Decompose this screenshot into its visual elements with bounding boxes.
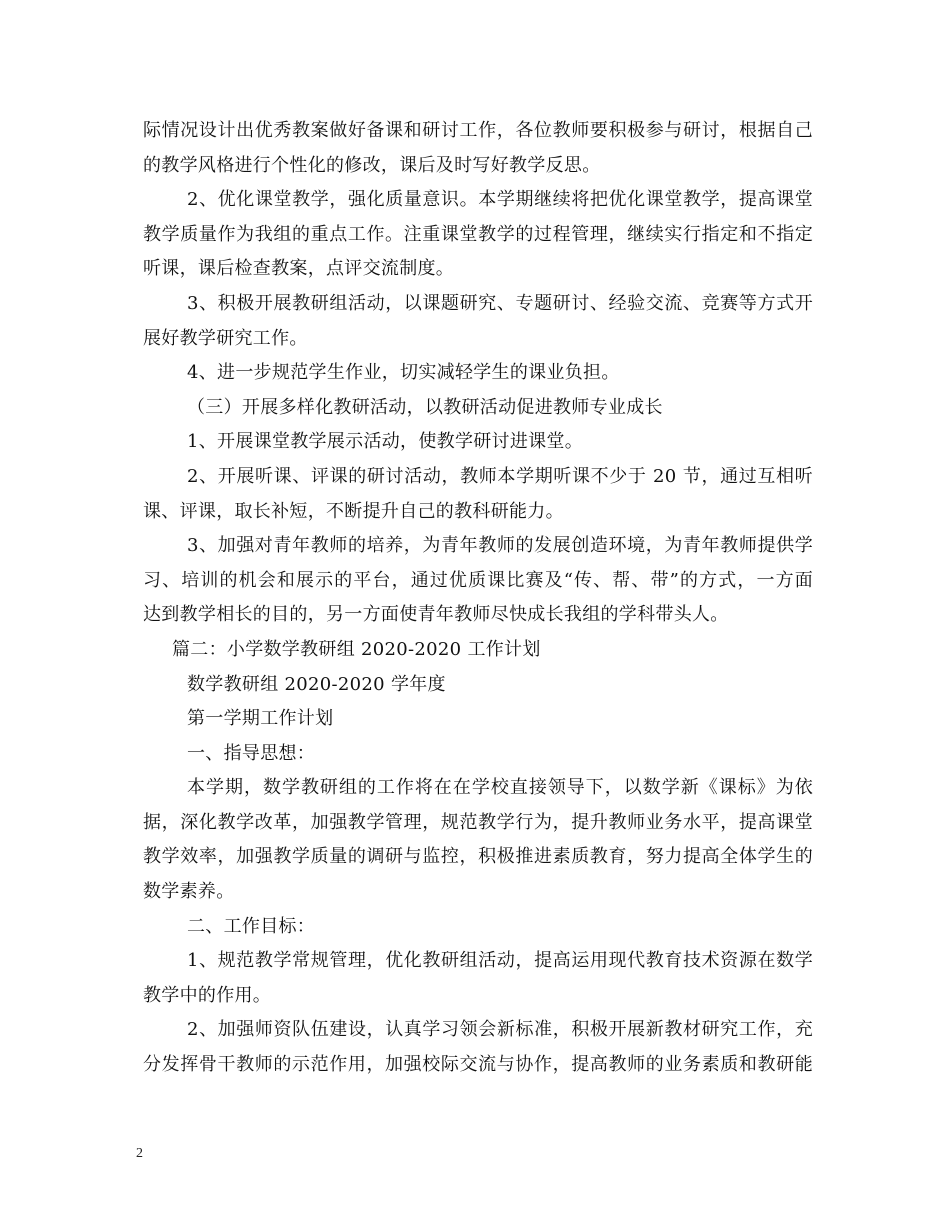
text-line-27: 2、加强师资队伍建设，认真学习领会新标准，积极开展新教材研究工作，充 <box>187 1019 813 1041</box>
text-line-4: 教学质量作为我组的重点工作。注重课堂教学的过程管理，继续实行指定和不指定 <box>143 223 813 245</box>
text-line-13: 3、加强对青年教师的培养，为青年教师的发展创造环境，为青年教师提供学 <box>187 535 813 557</box>
page-number: 2 <box>136 1146 143 1161</box>
text-line-22: 教学效率，加强教学质量的调研与监控，积极推进素质教育，努力提高全体学生的 <box>143 846 813 868</box>
text-line-15: 达到教学相长的目的，另一方面使青年教师尽快成长我组的学科带头人。 <box>143 604 729 626</box>
text-line-3: 2、优化课堂教学，强化质量意识。本学期继续将把优化课堂教学，提高课堂 <box>187 189 813 211</box>
text-line-28: 分发挥骨干教师的示范作用，加强校际交流与协作，提高教师的业务素质和教研能 <box>143 1054 813 1076</box>
text-line-10: 1、开展课堂教学展示活动，使教学研讨进课堂。 <box>187 431 584 453</box>
section-heading-goals: 二、工作目标： <box>187 915 316 937</box>
text-line-25: 1、规范教学常规管理，优化教研组活动，提高运用现代教育技术资源在数学 <box>187 950 813 972</box>
document-body <box>143 114 813 1083</box>
article-title: 篇二：小学数学教研组 2020-2020 工作计划 <box>172 638 541 660</box>
text-line-11: 2、开展听课、评课的研讨活动，教师本学期听课不少于 20 节，通过互相听 <box>187 465 813 487</box>
text-line-5: 听课，课后检查教案，点评交流制度。 <box>143 258 455 280</box>
text-line-26: 教学中的作用。 <box>143 984 272 1006</box>
text-line-23: 数学素养。 <box>143 881 235 903</box>
text-line-21: 据，深化教学改革，加强教学管理，规范教学行为，提升教师业务水平，提高课堂 <box>143 811 813 833</box>
subtitle-line-2: 第一学期工作计划 <box>187 708 334 730</box>
subtitle-line-1: 数学教研组 2020-2020 学年度 <box>187 673 446 695</box>
text-line-2: 的教学风格进行个性化的修改，课后及时写好教学反思。 <box>143 154 601 176</box>
text-line-7: 展好教学研究工作。 <box>143 327 308 349</box>
section-heading-3: （三）开展多样化教研活动，以教研活动促进教师专业成长 <box>187 396 663 418</box>
text-line-20: 本学期，数学教研组的工作将在在学校直接领导下，以数学新《课标》为依 <box>187 777 813 799</box>
text-line-8: 4、进一步规范学生作业，切实减轻学生的课业负担。 <box>187 362 620 384</box>
text-line-6: 3、积极开展教研组活动，以课题研究、专题研讨、经验交流、竞赛等方式开 <box>187 292 813 314</box>
section-heading-guiding: 一、指导思想： <box>187 742 316 764</box>
text-line-14: 习、培训的机会和展示的平台，通过优质课比赛及“传、帮、带”的方式，一方面 <box>143 569 813 591</box>
text-line-12: 课、评课，取长补短，不断提升自己的教科研能力。 <box>143 500 564 522</box>
text-line-1: 际情况设计出优秀教案做好备课和研讨工作，各位教师要积极参与研讨，根据自己 <box>143 120 813 141</box>
